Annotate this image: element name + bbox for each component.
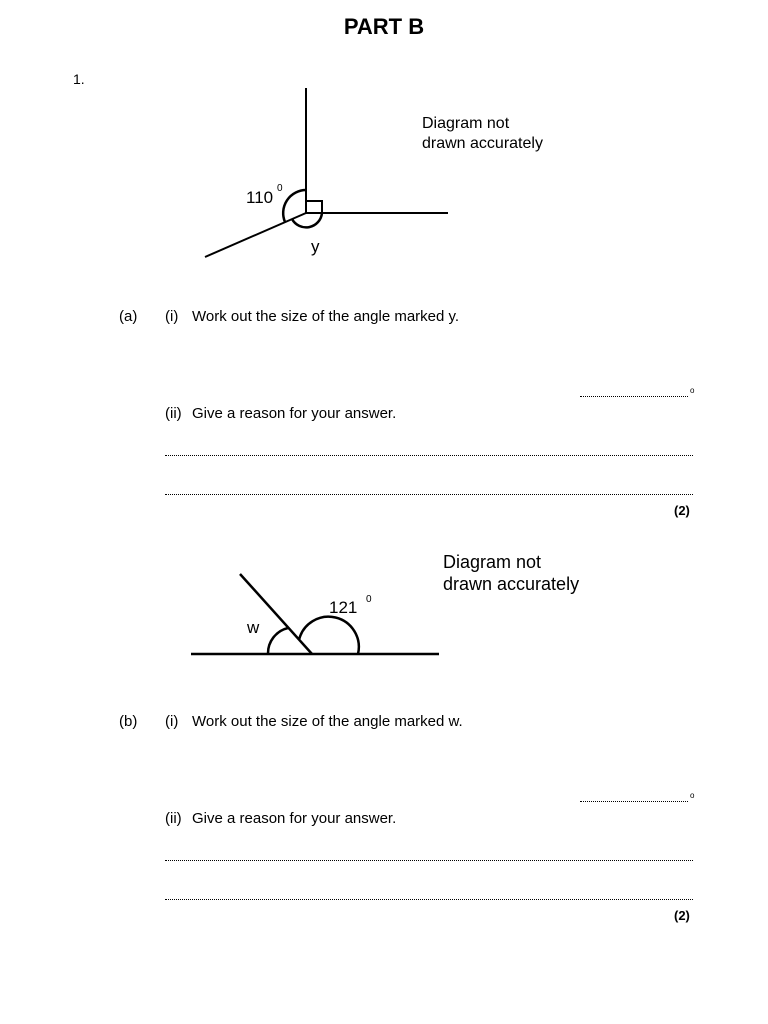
question-number: 1.: [73, 71, 85, 87]
part-a-ii-label: (ii): [165, 405, 182, 422]
angle-label-110: 110: [246, 188, 274, 207]
diagram-note-2-line2: drawn accurately: [443, 574, 580, 594]
answer-line-b-ii-1[interactable]: [165, 860, 693, 861]
page-title: PART B: [343, 14, 425, 39]
part-a-i-text: Work out the size of the angle marked y.: [192, 308, 460, 325]
answer-line-b-i[interactable]: [580, 801, 688, 802]
angle-label-121: 121: [329, 598, 358, 617]
marks-b: (2): [674, 908, 690, 923]
part-b-label: (b): [119, 713, 138, 730]
diagram-note-1-line2: drawn accurately: [422, 135, 543, 152]
part-a-label: (a): [119, 308, 138, 325]
angle-arc-w: [268, 628, 288, 654]
diagram-note-1-line1: Diagram not: [422, 115, 510, 132]
part-a-i-label: (i): [165, 308, 179, 325]
diagram-note-2-line1: Diagram not: [443, 552, 542, 572]
angle-label-y: y: [311, 237, 320, 256]
diagram-note-2: [443, 551, 579, 595]
part-b-ii-text: Give a reason for your answer.: [192, 810, 397, 827]
answer-line-b-ii-2[interactable]: [165, 899, 693, 900]
degree-symbol-b: o: [690, 791, 695, 800]
part-b-i-label: (i): [165, 713, 179, 730]
part-b-i-text: Work out the size of the angle marked w.: [192, 713, 463, 730]
part-a-ii-text: Give a reason for your answer.: [192, 405, 397, 422]
marks-a: (2): [674, 503, 690, 518]
degree-symbol-a: o: [690, 386, 695, 395]
angle-label-110-degree: 0: [277, 183, 283, 194]
angle-label-w: w: [247, 618, 260, 637]
angle-label-121-degree: 0: [366, 594, 372, 605]
slanted-line: [240, 574, 312, 654]
part-b-ii-label: (ii): [165, 810, 182, 827]
